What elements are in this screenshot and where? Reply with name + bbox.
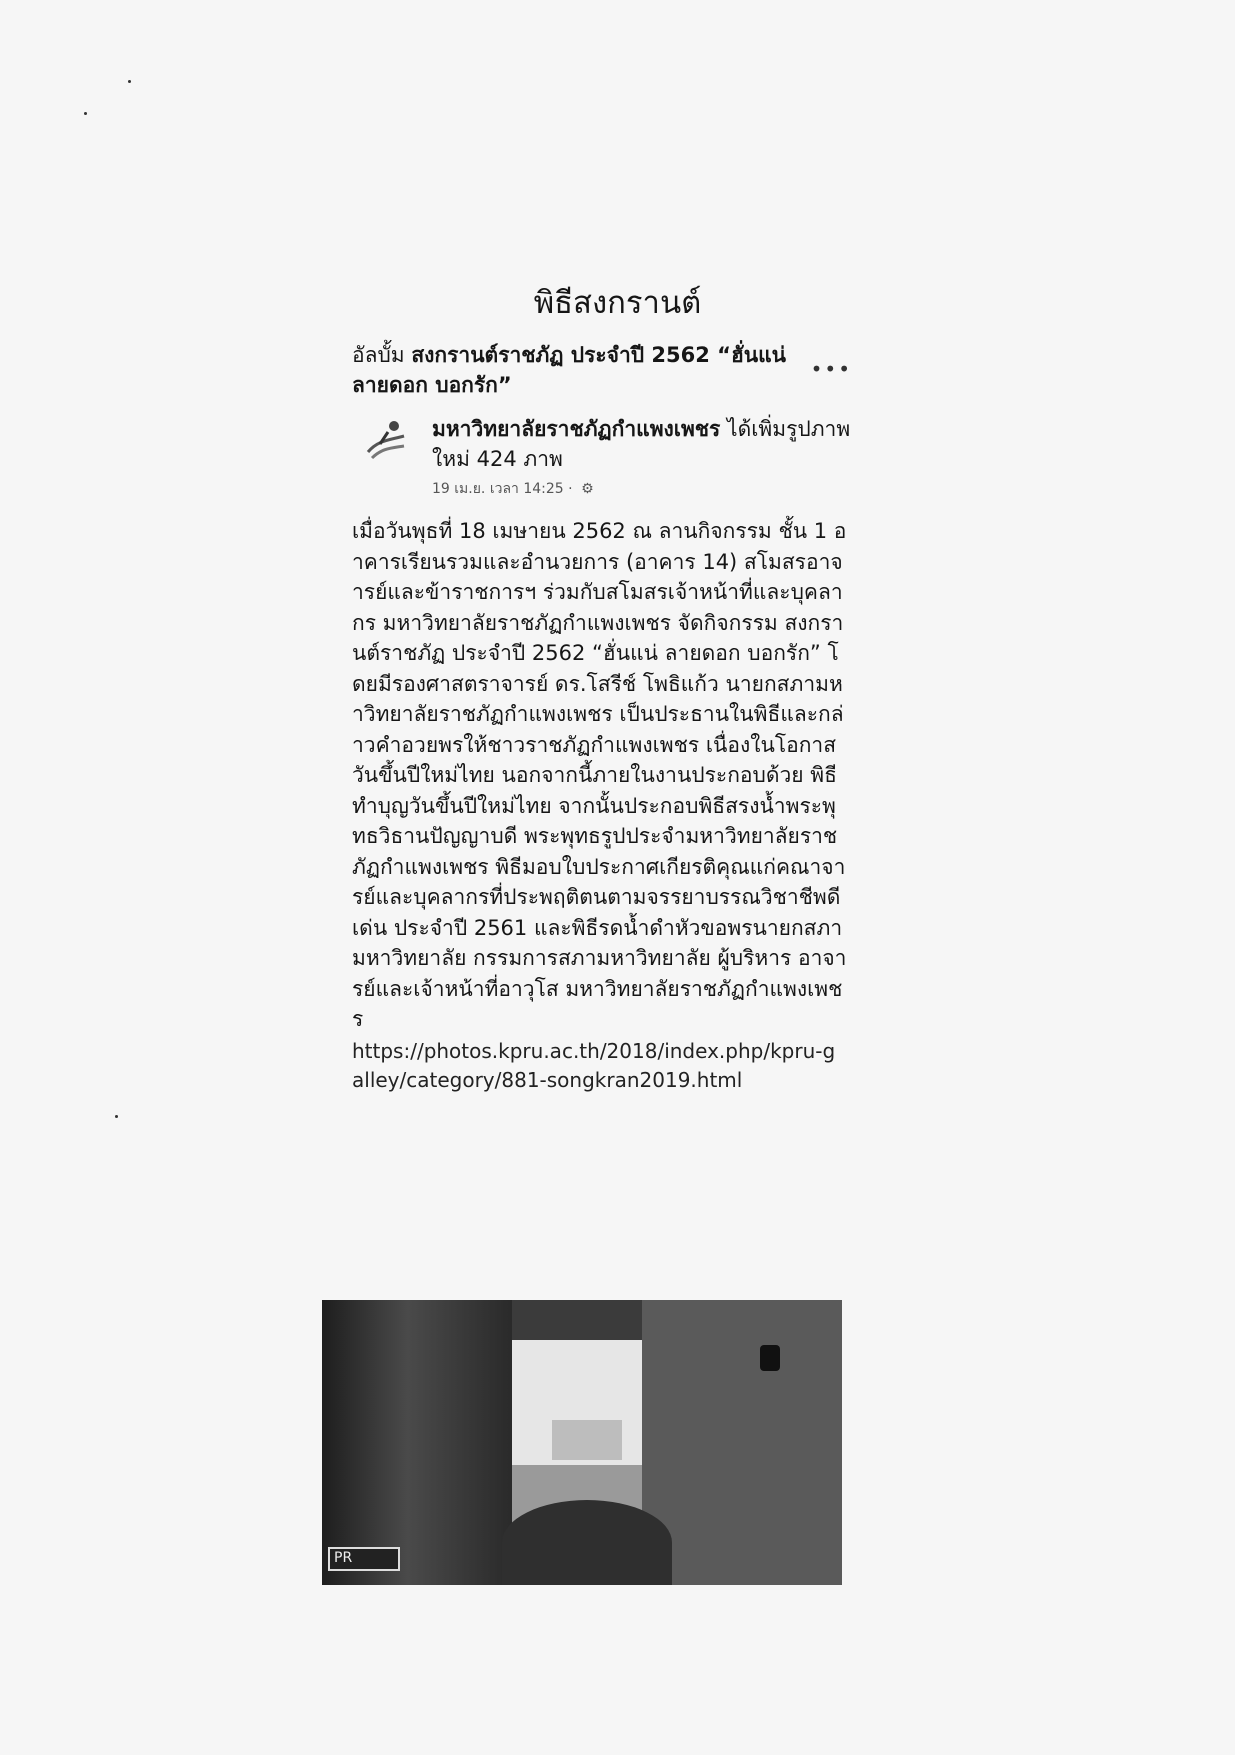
post-link[interactable]: https://photos.kpru.ac.th/2018/index.php/kpru-galley/category/881-songkran2019.html (352, 1038, 836, 1092)
post-meta (432, 478, 852, 500)
gear-icon[interactable]: ⚙ (581, 481, 594, 497)
post-timestamp[interactable]: 19 เม.ย. เวลา 14:25 · (432, 481, 573, 497)
author-name[interactable]: มหาวิทยาลัยราชภัฏกำแพงเพชร (432, 417, 721, 441)
page-title: พิธีสงกรานต์ (533, 285, 702, 321)
album-title[interactable]: สงกรานต์ราชภัฏ ประจำปี 2562 “ฮั่นแน่ ลายดอก บอกรัก” (352, 343, 787, 397)
post-body: เมื่อวันพุธที่ 18 เมษายน 2562 ณ ลานกิจกรรม ชั้น 1 อาคารเรียนรวมและอำนวยการ (อาคาร 14) สโมสรอาจารย์และข้าราชการฯ ร่วมกับสโมสรเจ้าหน้าที่และบุคลากร มหาวิทยาลัยราชภัฏกำแพงเพชร จัดกิจกรรม สงกรานต์ราชภัฏ ประจำปี 2562 “ฮั่นแน่ ลายดอก บอกรัก” โดยมีรองศาสตราจารย์ ดร.โสรีช์ โพธิแก้ว นายกสภามหาวิทยาลัยราชภัฏกำแพงเพชร เป็นประธานในพิธีและกล่าวคำอวยพรให้ชาวราชภัฏกำแพงเพชร เนื่องในโอกาสวันขึ้นปีใหม่ไทย นอกจากนี้ภายในงานประกอบด้วย พิธีทำบุญวันขึ้นปีใหม่ไทย จากนั้นประกอบพิธีสรงน้ำพระพุทธวิธานปัญญาบดี พระพุทธรูปประจำมหาวิทยาลัยราชภัฏกำแพงเพชร พิธีมอบใบประกาศเกียรติคุณแก่คณาจารย์และบุคลากรที่ประพฤติตนตามจรรยาบรรณวิชาชีพดีเด่น ประจำปี 2561 และพิธีรดน้ำดำหัวขอพรนายกสภามหาวิทยาลัย กรรมการสภามหาวิทยาลัย ผู้บริหาร อาจารย์และเจ้าหน้าที่อาวุโส มหาวิทยาลัยราชภัฏกำแพงเพชร (352, 519, 847, 1031)
author-line (432, 414, 852, 474)
photo-wall (642, 1300, 842, 1585)
scan-speck (84, 112, 87, 115)
scan-speck (128, 80, 131, 83)
facebook-post (352, 340, 852, 1095)
photo-shadow (322, 1300, 512, 1585)
scan-speck (115, 1115, 118, 1118)
photo-badge (328, 1547, 400, 1571)
post-photo[interactable] (322, 1300, 842, 1585)
more-icon[interactable]: ••• (810, 357, 852, 381)
university-logo-icon[interactable] (364, 418, 408, 462)
album-header (352, 340, 852, 400)
photo-badge-label: PR (334, 1550, 353, 1566)
photo-building (552, 1420, 622, 1460)
album-prefix: อัลบั้ม (352, 343, 412, 367)
photo-lamp (760, 1345, 780, 1371)
post-action: ได้เพิ่มรูปภาพใหม่ 424 ภาพ (432, 417, 851, 471)
photo-crowd (502, 1500, 672, 1585)
author-row (352, 414, 852, 504)
